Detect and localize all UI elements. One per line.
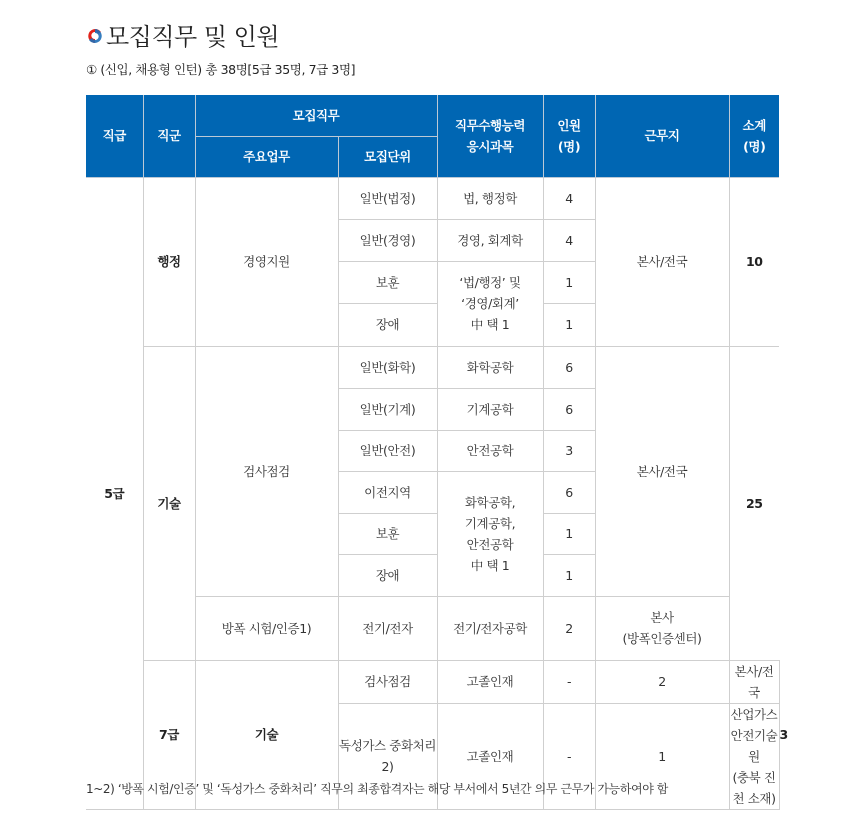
page-title xyxy=(86,16,279,52)
recruitment-summary: ① (신입, 채용형 인턴) 총 38명[5급 35명, 7급 3명] xyxy=(86,62,356,77)
task-cell: 독성가스 중화처리2) xyxy=(338,703,437,809)
title-text: 모집직무 및 인원 xyxy=(106,22,280,51)
unit-cell: 고졸인재 xyxy=(437,660,543,703)
table-row xyxy=(86,177,779,219)
count-cell: 1 xyxy=(543,261,595,303)
subtotal-tech-cell: 25 xyxy=(729,346,779,660)
header-row-1 xyxy=(86,95,779,136)
unit-cell: 보훈 xyxy=(338,513,437,554)
unit-cell: 보훈 xyxy=(338,261,437,303)
header-unit: 모집단위 xyxy=(338,136,437,177)
unit-cell: 장애 xyxy=(338,303,437,346)
subject-cell: 화학공학 xyxy=(437,346,543,388)
subject-cell: 법, 행정학 xyxy=(437,177,543,219)
grade-5-cell: 5급 xyxy=(86,177,143,809)
subtotal-admin-cell: 10 xyxy=(729,177,779,346)
location-cell: 본사 (방폭인증센터) xyxy=(595,596,729,660)
count-cell: 1 xyxy=(595,703,729,809)
subject-cell: 경영, 회계학 xyxy=(437,219,543,261)
task-cell: 검사점검 xyxy=(338,660,437,703)
task-admin-cell: 경영지원 xyxy=(195,177,338,346)
count-cell: 1 xyxy=(543,303,595,346)
unit-cell: 전기/전자 xyxy=(338,596,437,660)
shared-subject-admin-cell: ‘법/행정’ 및 ‘경영/회계’ 中 택 1 xyxy=(437,261,543,346)
task-cell: 방폭 시험/인증1) xyxy=(195,596,338,660)
count-cell: 3 xyxy=(543,430,595,471)
subject-cell: 전기/전자공학 xyxy=(437,596,543,660)
unit-cell: 일반(경영) xyxy=(338,219,437,261)
location-cell: 본사/전국 xyxy=(729,660,779,703)
location-tech-cell: 본사/전국 xyxy=(595,346,729,596)
unit-cell: 고졸인재 xyxy=(437,703,543,809)
shared-subject-tech-cell: 화학공학, 기계공학, 안전공학 中 택 1 xyxy=(437,471,543,596)
count-cell: 2 xyxy=(543,596,595,660)
subject-cell: - xyxy=(543,660,595,703)
header-count: 인원 (명) xyxy=(543,95,595,177)
location-admin-cell: 본사/전국 xyxy=(595,177,729,346)
location-cell: 산업가스안전기술원 (충북 진천 소재) xyxy=(729,703,779,809)
header-subtotal: 소계 (명) xyxy=(729,95,779,177)
count-cell: 1 xyxy=(543,554,595,596)
subject-cell: - xyxy=(543,703,595,809)
count-cell: 1 xyxy=(543,513,595,554)
unit-cell: 일반(법정) xyxy=(338,177,437,219)
grade-7-cell: 7급 xyxy=(143,660,195,809)
unit-cell: 일반(기계) xyxy=(338,388,437,430)
unit-cell: 일반(안전) xyxy=(338,430,437,471)
footnote: 1~2) ‘방폭 시험/인증’ 및 ‘독성가스 중화처리’ 직무의 최종합격자는 해당 부서에서 5년간 의무 근무가 가능하여야 함 xyxy=(86,782,669,796)
unit-cell: 장애 xyxy=(338,554,437,596)
count-cell: 4 xyxy=(543,219,595,261)
count-cell: 6 xyxy=(543,388,595,430)
group-tech-cell: 기술 xyxy=(143,346,195,660)
subject-cell: 안전공학 xyxy=(437,430,543,471)
header-location: 근무지 xyxy=(595,95,729,177)
recruitment-table xyxy=(86,95,788,810)
group-tech-7-cell: 기술 xyxy=(195,660,338,809)
header-job: 모집직무 xyxy=(195,95,437,136)
count-cell: 6 xyxy=(543,346,595,388)
group-admin-cell: 행정 xyxy=(143,177,195,346)
header-grade: 직급 xyxy=(86,95,143,177)
table-row: 7급 기술 검사점검 고졸인재 - 2 본사/전국 3 xyxy=(86,660,779,703)
subject-cell: 기계공학 xyxy=(437,388,543,430)
company-logo-icon xyxy=(86,27,104,45)
header-subject: 직무수행능력 응시과목 xyxy=(437,95,543,177)
count-cell: 2 xyxy=(595,660,729,703)
unit-cell: 이전지역 xyxy=(338,471,437,513)
task-tech-cell: 검사점검 xyxy=(195,346,338,596)
header-main-task: 주요업무 xyxy=(195,136,338,177)
unit-cell: 일반(화학) xyxy=(338,346,437,388)
count-cell: 4 xyxy=(543,177,595,219)
header-group: 직군 xyxy=(143,95,195,177)
table-row xyxy=(86,346,779,388)
count-cell: 6 xyxy=(543,471,595,513)
